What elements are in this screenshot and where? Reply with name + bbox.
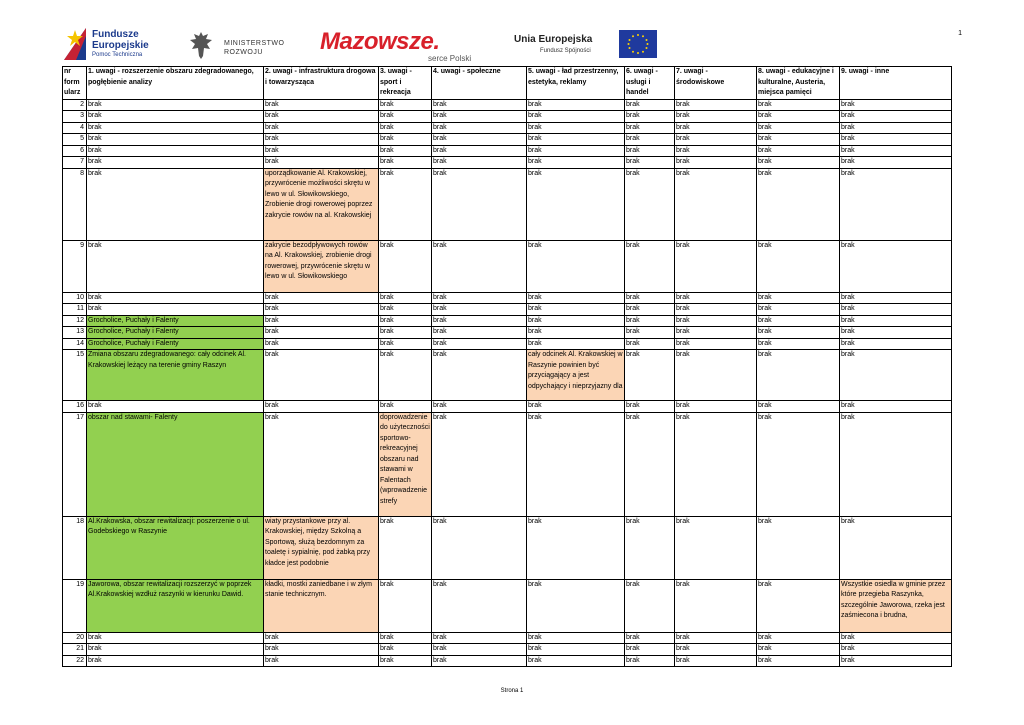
comment-cell: brak: [757, 412, 840, 516]
table-row: [63, 327, 952, 339]
comment-cell: brak: [264, 632, 379, 644]
comment-cell: brak: [625, 315, 675, 327]
comment-cell: brak: [527, 401, 625, 413]
table-header-row: [63, 67, 952, 100]
table-row: [63, 292, 952, 304]
ue-subtitle: Fundusz Spójności: [540, 48, 591, 54]
comment-cell: brak: [757, 292, 840, 304]
comment-cell: brak: [625, 516, 675, 579]
comment-cell: brak: [432, 401, 527, 413]
fundusze-europejskie-logo: [62, 26, 182, 64]
comment-cell: brak: [87, 134, 264, 146]
comment-cell: brak: [675, 145, 757, 157]
form-number-cell: 5: [63, 134, 87, 146]
form-number-cell: 16: [63, 401, 87, 413]
comment-cell: brak: [757, 134, 840, 146]
table-row: [63, 655, 952, 667]
comment-cell: brak: [379, 145, 432, 157]
comment-cell: brak: [432, 111, 527, 123]
comment-cell: brak: [432, 134, 527, 146]
table-row: [63, 157, 952, 169]
comment-cell: brak: [264, 350, 379, 401]
comment-cell: brak: [840, 240, 952, 292]
comment-cell: brak: [625, 655, 675, 667]
comment-cell: brak: [379, 168, 432, 240]
comment-cell: brak: [432, 304, 527, 316]
table-row: [63, 145, 952, 157]
comment-cell: brak: [264, 315, 379, 327]
comment-cell: brak: [527, 292, 625, 304]
comment-cell: brak: [840, 157, 952, 169]
comment-cell: brak: [264, 292, 379, 304]
comment-cell: brak: [625, 157, 675, 169]
comment-cell: brak: [625, 145, 675, 157]
eagle-emblem-icon: [188, 30, 214, 60]
comment-cell: brak: [264, 304, 379, 316]
comment-cell: brak: [625, 350, 675, 401]
comment-cell: brak: [840, 632, 952, 644]
comment-cell: brak: [379, 315, 432, 327]
comment-cell: brak: [432, 122, 527, 134]
comment-cell: zakrycie bezodpływowych rowów na Al. Krakowskiej, zrobienie drogi rowerowej, przywrócenie skrętu w lewo w ul. Słowikowskiego: [264, 240, 379, 292]
comment-cell: brak: [757, 338, 840, 350]
comment-cell: brak: [527, 338, 625, 350]
logo-bar: [62, 26, 658, 64]
header-cell: 8. uwagi - edukacyjne i kulturalne, Austeria, miejsca pamięci: [757, 67, 840, 100]
comment-cell: brak: [625, 292, 675, 304]
comment-cell: brak: [757, 327, 840, 339]
table-row: [63, 240, 952, 292]
comment-cell: brak: [432, 632, 527, 644]
comment-cell: brak: [264, 655, 379, 667]
comment-cell: brak: [432, 145, 527, 157]
form-number-cell: 6: [63, 145, 87, 157]
comment-cell: brak: [675, 292, 757, 304]
comment-cell: brak: [840, 327, 952, 339]
comment-cell: brak: [264, 122, 379, 134]
comment-cell: brak: [675, 157, 757, 169]
header-cell: 7. uwagi - środowiskowe: [675, 67, 757, 100]
comment-cell: brak: [379, 350, 432, 401]
comment-cell: brak: [379, 655, 432, 667]
comment-cell: brak: [432, 315, 527, 327]
comment-cell: brak: [87, 168, 264, 240]
comment-cell: brak: [527, 99, 625, 111]
comment-cell: brak: [379, 401, 432, 413]
comment-cell: brak: [87, 145, 264, 157]
comment-cell: brak: [840, 304, 952, 316]
mazowsze-tagline: serce Polski: [428, 54, 472, 63]
comment-cell: brak: [264, 401, 379, 413]
comment-cell: brak: [527, 655, 625, 667]
comment-cell: brak: [757, 240, 840, 292]
comment-cell: brak: [379, 644, 432, 656]
comment-cell: brak: [757, 579, 840, 632]
comment-cell: brak: [379, 516, 432, 579]
comment-cell: brak: [432, 99, 527, 111]
comment-cell: brak: [840, 145, 952, 157]
comment-cell: brak: [527, 240, 625, 292]
comment-cell: brak: [264, 338, 379, 350]
comment-cell: brak: [87, 292, 264, 304]
form-number-cell: 9: [63, 240, 87, 292]
fe-title: Fundusze Europejskie: [92, 29, 149, 51]
comment-cell: Grocholice, Puchały i Falenty: [87, 315, 264, 327]
comment-cell: Jaworowa, obszar rewitalizacji rozszerzyć w poprzek Al.Krakowskiej wzdłuż raszynki w kierunku Dawid.: [87, 579, 264, 632]
comment-cell: brak: [625, 412, 675, 516]
comment-cell: brak: [87, 122, 264, 134]
comment-cell: brak: [87, 304, 264, 316]
table-row: [63, 315, 952, 327]
comment-cell: brak: [264, 644, 379, 656]
form-number-cell: 18: [63, 516, 87, 579]
comment-cell: Grocholice, Puchały i Falenty: [87, 338, 264, 350]
comment-cell: brak: [264, 157, 379, 169]
comment-cell: brak: [625, 111, 675, 123]
comment-cell: brak: [264, 412, 379, 516]
unia-europejska-logo: [514, 30, 658, 62]
comment-cell: brak: [264, 145, 379, 157]
comment-cell: brak: [675, 632, 757, 644]
comment-cell: brak: [264, 327, 379, 339]
comment-cell: brak: [757, 401, 840, 413]
form-number-cell: 2: [63, 99, 87, 111]
comment-cell: brak: [527, 134, 625, 146]
comment-cell: brak: [432, 655, 527, 667]
comment-cell: doprowadzenie do użyteczności sportowo-rekreacyjnej obszaru nad stawami w Falentach (wprowadzenie strefy: [379, 412, 432, 516]
comment-cell: brak: [625, 122, 675, 134]
comment-cell: brak: [757, 122, 840, 134]
comment-cell: brak: [527, 304, 625, 316]
comment-cell: brak: [840, 168, 952, 240]
comment-cell: brak: [840, 516, 952, 579]
comment-cell: brak: [527, 145, 625, 157]
comment-cell: brak: [675, 516, 757, 579]
comment-cell: brak: [432, 327, 527, 339]
comment-cell: brak: [625, 632, 675, 644]
comment-cell: brak: [840, 111, 952, 123]
table-row: [63, 304, 952, 316]
comment-cell: brak: [675, 168, 757, 240]
comment-cell: brak: [379, 632, 432, 644]
comment-cell: brak: [675, 579, 757, 632]
table-row: [63, 632, 952, 644]
table-row: [63, 338, 952, 350]
comment-cell: brak: [432, 516, 527, 579]
comment-cell: brak: [432, 168, 527, 240]
comment-cell: brak: [675, 315, 757, 327]
fe-subtitle: Pomoc Techniczna: [92, 52, 143, 58]
comment-cell: brak: [840, 122, 952, 134]
comment-cell: brak: [625, 304, 675, 316]
comment-cell: brak: [379, 99, 432, 111]
fe-star-icon: [64, 28, 86, 60]
comment-cell: uporządkowanie Al. Krakowskiej, przywrócenie możliwości skrętu w lewo w ul. Słowikowskiego, Zrobienie drogi rowerowej poprzez zakrycie rowów na al. Krakowskiej: [264, 168, 379, 240]
comment-cell: brak: [675, 412, 757, 516]
ministry-logo: [188, 30, 298, 62]
comment-cell: brak: [87, 632, 264, 644]
comment-cell: brak: [527, 327, 625, 339]
comment-cell: brak: [625, 644, 675, 656]
table-row: [63, 134, 952, 146]
comment-cell: wiaty przystankowe przy al. Krakowskiej, między Szkolną a Sportową, służą bezdomnym za toaletę i sypialnię, pod żabką przy kładce jest podobnie: [264, 516, 379, 579]
comments-table: [62, 66, 952, 667]
comment-cell: brak: [675, 111, 757, 123]
comment-cell: brak: [87, 655, 264, 667]
comment-cell: brak: [675, 134, 757, 146]
comment-cell: cały odcinek Al. Krakowskiej w Raszynie powinien być przyciągający a jest odpychający i nieprzyjazny dla: [527, 350, 625, 401]
comment-cell: brak: [625, 240, 675, 292]
ue-title: Unia Europejska: [514, 34, 593, 45]
comment-cell: brak: [675, 338, 757, 350]
comment-cell: brak: [757, 315, 840, 327]
table-row: [63, 99, 952, 111]
mazowsze-logo: [320, 28, 484, 62]
header-cell: 9. uwagi - inne: [840, 67, 952, 100]
comment-cell: brak: [264, 111, 379, 123]
comment-cell: brak: [757, 350, 840, 401]
comment-cell: brak: [379, 327, 432, 339]
form-number-cell: 10: [63, 292, 87, 304]
comment-cell: brak: [675, 122, 757, 134]
table-row: [63, 412, 952, 516]
comment-cell: brak: [675, 655, 757, 667]
comment-cell: brak: [432, 579, 527, 632]
comment-cell: brak: [527, 632, 625, 644]
comment-cell: brak: [379, 338, 432, 350]
eu-flag-icon: [619, 30, 657, 58]
form-number-cell: 7: [63, 157, 87, 169]
comment-cell: brak: [757, 304, 840, 316]
comment-cell: brak: [757, 632, 840, 644]
comment-cell: brak: [675, 327, 757, 339]
comment-cell: brak: [840, 655, 952, 667]
comment-cell: brak: [87, 99, 264, 111]
comment-cell: brak: [625, 134, 675, 146]
comment-cell: brak: [379, 240, 432, 292]
form-number-cell: 13: [63, 327, 87, 339]
form-number-cell: 12: [63, 315, 87, 327]
comment-cell: brak: [379, 304, 432, 316]
comment-cell: brak: [625, 338, 675, 350]
comment-cell: brak: [757, 99, 840, 111]
comment-cell: brak: [432, 644, 527, 656]
comment-cell: brak: [840, 338, 952, 350]
header-cell: 2. uwagi - infrastruktura drogowa i towarzysząca: [264, 67, 379, 100]
comment-cell: brak: [527, 644, 625, 656]
comment-cell: brak: [757, 655, 840, 667]
comment-cell: brak: [625, 327, 675, 339]
comment-cell: brak: [264, 99, 379, 111]
comment-cell: brak: [379, 111, 432, 123]
ministry-name: MINISTERSTWO ROZWOJU: [224, 40, 285, 56]
comment-cell: brak: [675, 401, 757, 413]
form-number-cell: 21: [63, 644, 87, 656]
mazowsze-wordmark: Mazowsze.: [320, 28, 440, 55]
comment-cell: brak: [675, 304, 757, 316]
comment-cell: brak: [527, 579, 625, 632]
comment-cell: brak: [379, 122, 432, 134]
comment-cell: brak: [757, 516, 840, 579]
comment-cell: brak: [675, 644, 757, 656]
form-number-cell: 19: [63, 579, 87, 632]
table-row: [63, 579, 952, 632]
comment-cell: brak: [757, 145, 840, 157]
comment-cell: brak: [379, 134, 432, 146]
comment-cell: brak: [432, 338, 527, 350]
comment-cell: Grocholice, Puchały i Falenty: [87, 327, 264, 339]
form-number-cell: 15: [63, 350, 87, 401]
table-row: [63, 122, 952, 134]
header-cell: 1. uwagi - rozszerzenie obszaru zdegradowanego, pogłębienie analizy: [87, 67, 264, 100]
comment-cell: brak: [675, 350, 757, 401]
table-row: [63, 516, 952, 579]
form-number-cell: 17: [63, 412, 87, 516]
comment-cell: brak: [87, 240, 264, 292]
comment-cell: brak: [379, 157, 432, 169]
header-cell: 6. uwagi - usługi i handel: [625, 67, 675, 100]
comment-cell: brak: [840, 292, 952, 304]
comment-cell: brak: [432, 292, 527, 304]
comment-cell: brak: [625, 99, 675, 111]
comment-cell: brak: [675, 99, 757, 111]
form-number-cell: 4: [63, 122, 87, 134]
comment-cell: brak: [757, 157, 840, 169]
table-row: [63, 644, 952, 656]
comment-cell: brak: [757, 168, 840, 240]
comment-cell: brak: [840, 350, 952, 401]
form-number-cell: 20: [63, 632, 87, 644]
comment-cell: brak: [625, 579, 675, 632]
comment-cell: brak: [87, 157, 264, 169]
comment-cell: brak: [527, 412, 625, 516]
comment-cell: brak: [527, 157, 625, 169]
comment-cell: brak: [264, 134, 379, 146]
form-number-cell: 22: [63, 655, 87, 667]
header-cell: nr form ularz: [63, 67, 87, 100]
comment-cell: kładki, mostki zaniedbane i w złym stanie technicznym.: [264, 579, 379, 632]
comment-cell: brak: [432, 412, 527, 516]
comment-cell: brak: [379, 292, 432, 304]
table-row: [63, 168, 952, 240]
comment-cell: brak: [527, 516, 625, 579]
comment-cell: Al.Krakowska, obszar rewitalizacji: poszerzenie o ul. Godebskiego w Raszynie: [87, 516, 264, 579]
comment-cell: brak: [757, 644, 840, 656]
comment-cell: brak: [527, 315, 625, 327]
comment-cell: brak: [840, 134, 952, 146]
header-cell: 4. uwagi - społeczne: [432, 67, 527, 100]
form-number-cell: 11: [63, 304, 87, 316]
table-row: [63, 401, 952, 413]
comment-cell: brak: [840, 644, 952, 656]
form-number-cell: 3: [63, 111, 87, 123]
form-number-cell: 8: [63, 168, 87, 240]
comment-cell: brak: [757, 111, 840, 123]
comment-cell: brak: [840, 99, 952, 111]
comment-cell: obszar nad stawami- Falenty: [87, 412, 264, 516]
comment-cell: brak: [675, 240, 757, 292]
page-footer: Strona 1: [500, 688, 524, 694]
comment-cell: brak: [87, 111, 264, 123]
table-body: [63, 99, 952, 667]
page-number: 1: [958, 30, 962, 37]
comment-cell: Wszystkie osiedla w gminie przez które przegieba Raszynka, szczególnie Jaworowa, rzeka jest zaśmiecona i brudna,: [840, 579, 952, 632]
comment-cell: brak: [527, 122, 625, 134]
comment-cell: brak: [527, 111, 625, 123]
comment-cell: brak: [625, 401, 675, 413]
comment-cell: brak: [625, 168, 675, 240]
comment-cell: brak: [87, 401, 264, 413]
comment-cell: brak: [432, 157, 527, 169]
comment-cell: brak: [432, 240, 527, 292]
comment-cell: brak: [527, 168, 625, 240]
comment-cell: brak: [432, 350, 527, 401]
comment-cell: Zmiana obszaru zdegradowanego: cały odcinek Al. Krakowskiej leżący na terenie gminy Raszyn: [87, 350, 264, 401]
comment-cell: brak: [840, 315, 952, 327]
table-row: [63, 111, 952, 123]
form-number-cell: 14: [63, 338, 87, 350]
table-row: [63, 350, 952, 401]
comment-cell: brak: [87, 644, 264, 656]
header-cell: 5. uwagi - ład przestrzenny, estetyka, reklamy: [527, 67, 625, 100]
header-cell: 3. uwagi - sport i rekreacja: [379, 67, 432, 100]
comment-cell: brak: [379, 579, 432, 632]
comment-cell: brak: [840, 412, 952, 516]
comment-cell: brak: [840, 401, 952, 413]
